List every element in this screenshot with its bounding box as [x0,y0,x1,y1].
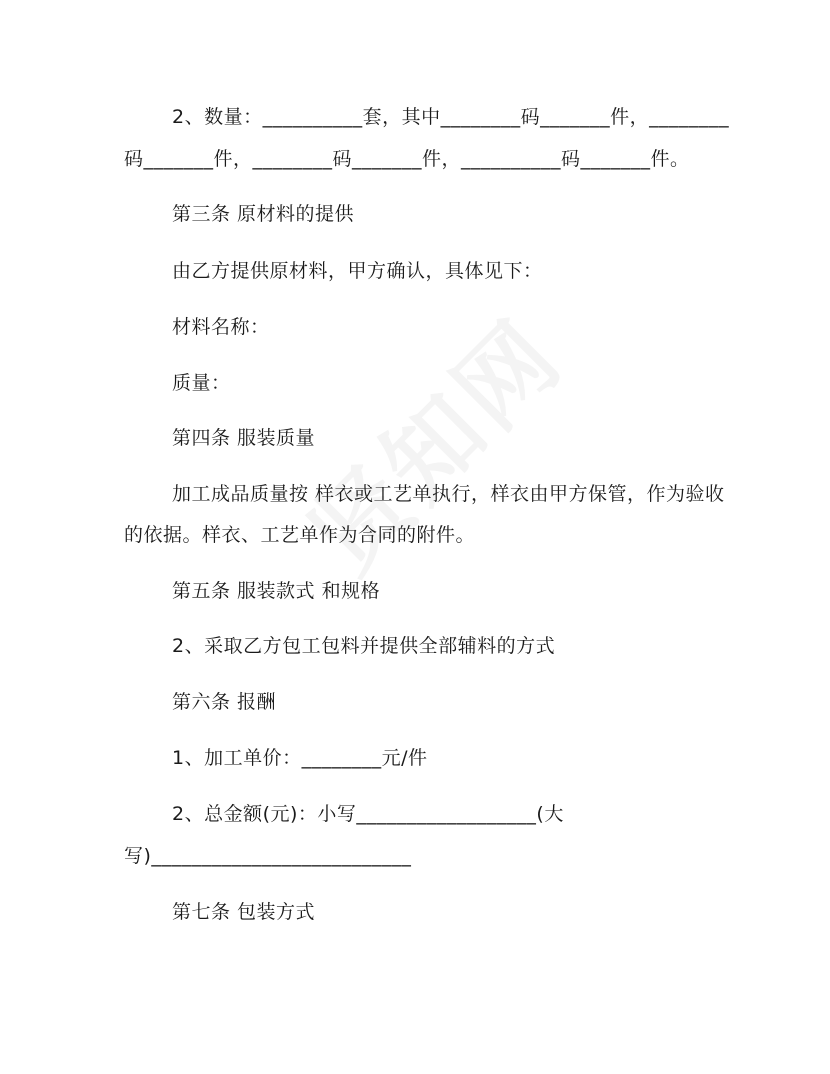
quantity-line-2: 码_______件，________码_______件，__________码_______件。 [124,148,690,170]
section-4-body-line-2: 的依据。样衣、工艺单作为合同的附件。 [124,524,476,546]
section-3-heading: 第三条 原材料的提供 [172,203,355,225]
section-7-heading: 第七条 包装方式 [172,901,316,923]
unit-price-line: 1、加工单价：________元/件 [172,747,428,769]
quantity-line-1: 2、数量：__________套，其中________码_______件，________ [172,106,730,128]
section-3-body: 由乙方提供原材料，甲方确认，具体见下： [172,260,543,282]
section-5-item-2: 2、采取乙方包工包料并提供全部辅料的方式 [172,635,556,657]
quality-label: 质量： [172,372,231,394]
section-6-heading: 第六条 报酬 [172,691,277,713]
total-amount-line-2: 写)__________________________ [124,845,412,867]
material-name-label: 材料名称： [172,316,270,338]
section-4-heading: 第四条 服装质量 [172,427,316,449]
section-5-heading: 第五条 服装款式 和规格 [172,580,381,602]
section-4-body-line-1: 加工成品质量按 样衣或工艺单执行，样衣由甲方保管，作为验收 [172,483,725,505]
total-amount-line-1: 2、总金额(元)：小写__________________(大 [172,803,564,825]
